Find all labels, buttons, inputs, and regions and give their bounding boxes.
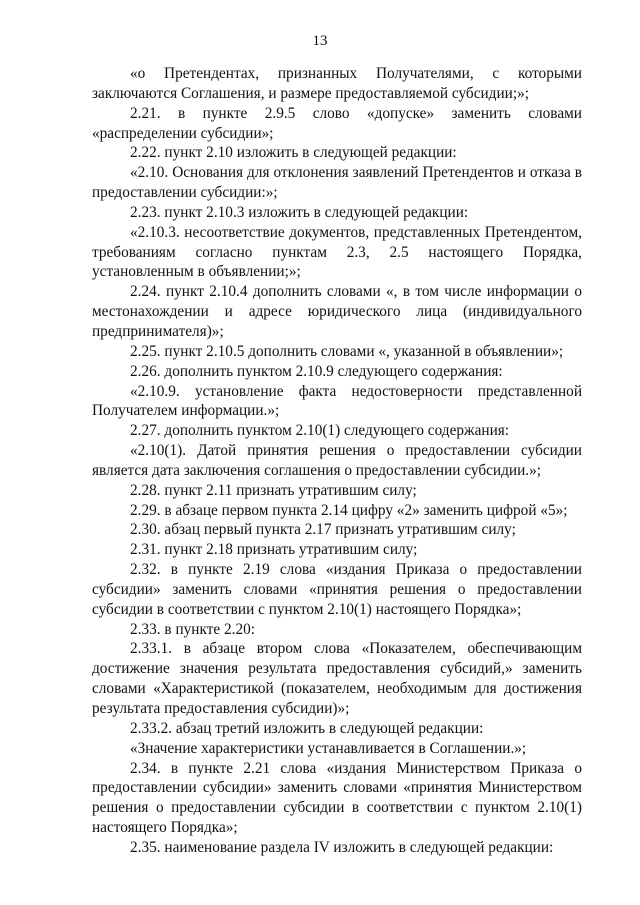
- paragraph-22: 2.34. в пункте 2.21 слова «издания Министерством Приказа о предоставлении субсидии» заменить словами «принятия Министерством решения о предоставлении субсидии в соответствии с пунктом 2.10(1) настоящего Порядка»;: [92, 759, 582, 837]
- paragraph-18: 2.33. в пункте 2.20:: [130, 620, 256, 638]
- paragraph-9: 2.26. дополнить пунктом 2.10.9 следующего содержания:: [130, 362, 503, 380]
- paragraph-14: 2.29. в абзаце первом пункта 2.14 цифру «2» заменить цифрой «5»;: [130, 501, 568, 519]
- paragraph-6: «2.10.3. несоответствие документов, представленных Претендентом, требованиям согласно пунктам 2.3, 2.5 настоящего Порядка, установленным в объявлении;»;: [92, 223, 582, 281]
- paragraph-21: «Значение характеристики устанавливается в Соглашении.»;: [130, 739, 527, 757]
- paragraph-17: 2.32. в пункте 2.19 слова «издания Приказа о предоставлении субсидии» заменить словами «принятия решения о предоставлении субсидии в соответствии с пунктом 2.10(1) настоящего Порядка»;: [92, 561, 582, 618]
- paragraph-19: 2.33.1. в абзаце втором слова «Показателем, обеспечивающим достижение значения результата предоставления субсидий,» заменить словами «Характеристикой (показателем, необходимым для достижения результата предоставления субсидии)»;: [92, 640, 582, 717]
- page-number: 13: [312, 33, 328, 49]
- paragraph-23: 2.35. наименование раздела IV изложить в следующей редакции:: [130, 838, 554, 856]
- paragraph-7: 2.24. пункт 2.10.4 дополнить словами «, в том числе информации о местонахождении и адресе юридического лица (индивидуального предпринимателя)»;: [92, 283, 582, 340]
- paragraph-13: 2.28. пункт 2.11 признать утратившим силу;: [130, 481, 417, 499]
- paragraph-11: 2.27. дополнить пунктом 2.10(1) следующего содержания:: [130, 422, 510, 440]
- paragraph-2: 2.21. в пункте 2.9.5 слово «допуске» заменить словами «распределении субсидии»;: [92, 104, 582, 142]
- paragraph-20: 2.33.2. абзац третий изложить в следующей редакции:: [130, 719, 484, 737]
- paragraph-1: «о Претендентах, признанных Получателями, с которыми заключаются Соглашения, и размере предоставляемой субсидии;»;: [92, 65, 582, 102]
- paragraph-10: «2.10.9. установление факта недостоверности представленной Получателем информации.»;: [92, 382, 582, 420]
- document-body: [92, 64, 582, 858]
- paragraph-4: «2.10. Основания для отклонения заявлений Претендентов и отказа в предоставлении субсидии:»;: [92, 164, 582, 202]
- paragraph-3: 2.22. пункт 2.10 изложить в следующей редакции:: [130, 144, 457, 162]
- paragraph-15: 2.30. абзац первый пункта 2.17 признать утратившим силу;: [130, 521, 516, 539]
- paragraph-5: 2.23. пункт 2.10.3 изложить в следующей редакции:: [130, 203, 469, 221]
- paragraph-16: 2.31. пункт 2.18 признать утратившим силу;: [130, 541, 418, 559]
- paragraph-8: 2.25. пункт 2.10.5 дополнить словами «, указанной в объявлении»;: [130, 342, 564, 360]
- paragraph-12: «2.10(1). Датой принятия решения о предоставлении субсидии является дата заключения соглашения о предоставлении субсидии.»;: [92, 442, 582, 479]
